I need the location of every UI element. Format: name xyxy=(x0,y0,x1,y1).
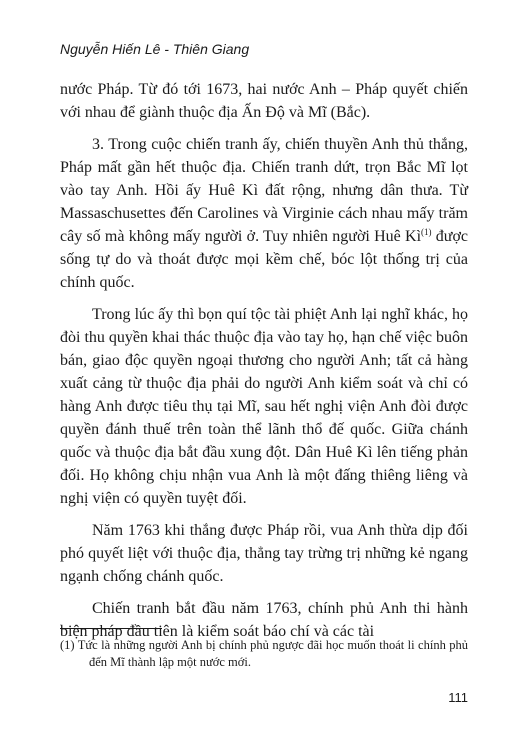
footnote-reference: (1) xyxy=(421,227,432,237)
footnote-divider xyxy=(60,628,162,629)
paragraph-4: Năm 1763 khi thắng được Pháp rồi, vua Anh thừa dịp đối phó quyết liệt với thuộc địa, thẳng tay trừng trị những kẻ ngang ngạnh chống chánh quốc. xyxy=(60,522,468,585)
paragraph-3: Trong lúc ấy thì bọn quí tộc tài phiệt Anh lại nghĩ khác, họ đòi thu quyền khai thác thuộc địa vào tay họ, hạn chế việc buôn bán, giao độc quyền ngoại thương cho người Anh; tất cả hàng xuất cảng từ thuộc địa phải do người Anh kiểm soát và chỉ có hàng Anh được tiêu thụ tại Mĩ, sau hết nghị viện Anh đòi được quyền đánh thuế trên toàn thể lãnh thổ đế quốc. Giữa chánh quốc và thuộc địa bắt đầu xung đột. Dân Huê Kì lên tiếng phản đối. Họ không chịu nhận vua Anh là một đấng thiêng liêng và nghị viện có quyền tuyệt đối. xyxy=(60,306,468,507)
paragraph-2-text: 3. Trong cuộc chiến tranh ấy, chiến thuyền Anh thủ thắng, Pháp mất gần hết thuộc địa. Chiến tranh dứt, trọn Bắc Mĩ lọt vào tay Anh. Hồi ấy Huê Kì đất rộng, nhưng dân thưa. Từ Massaschusettes đến Carolines và Virginie cách nhau mấy trăm cây số mà không mấy người ở. Tuy nhiên người Huê Kì xyxy=(60,136,468,245)
running-head: Nguyễn Hiến Lê - Thiên Giang xyxy=(60,41,250,57)
paragraph-1: nước Pháp. Từ đó tới 1673, hai nước Anh – Pháp quyết chiến với nhau để giành thuộc địa Ấn Độ và Mĩ (Bắc). xyxy=(60,81,468,121)
paragraph-5: Chiến tranh bắt đầu năm 1763, chính phủ Anh thi hành biện pháp đầu tiên là kiểm soát báo chí và các tài xyxy=(60,600,468,640)
paragraph-2 xyxy=(60,133,468,294)
paragraph-2-continuation: được sống tự do và thoát được mọi kềm chế, bóc lột thống trị của chính quốc. xyxy=(60,228,468,291)
page-number: 111 xyxy=(448,690,468,705)
footnote: (1) Tức là những người Anh bị chính phủ ngược đãi học muốn thoát li chính phủ đến Mĩ thành lập một nước mới. xyxy=(60,638,468,669)
body-text xyxy=(60,78,468,652)
